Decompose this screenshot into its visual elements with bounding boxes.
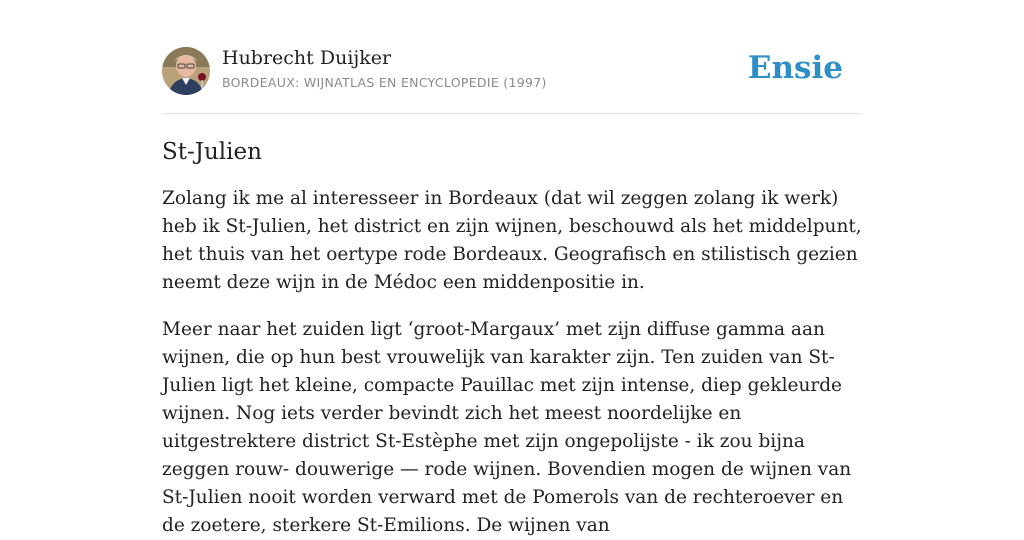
article-body bbox=[162, 185, 862, 540]
article-paragraph-2: Meer naar het zuiden ligt ‘groot-Margaux’ met zijn diffuse gamma aan wijnen, die op hun best vrouwelijk van karakter zijn. Ten zuiden van St-Julien ligt het kleine, compacte Pauillac met zijn intense, diep gekleurde wijnen. Nog iets verder bevindt zich het meest noordelijke en uitgestrektere district St-Estèphe met zijn ongepolijste - ik zou bijna zeggen rouw- douwerige — rode wijnen. Bovendien mogen de wijnen van St-Julien nooit worden verward met de Pomerols van de rechteroever en de zoetere, sterkere St-Emilions. De wijnen van bbox=[162, 319, 852, 536]
source-title[interactable]: BORDEAUX: WIJNATLAS EN ENCYCLOPEDIE (1997) bbox=[222, 75, 547, 90]
article-header bbox=[162, 46, 862, 114]
article-paragraph-1: Zolang ik me al interesseer in Bordeaux (dat wil zeggen zolang ik werk) heb ik St-Julien, het district en zijn wijnen, beschouwd als het middelpunt, het thuis van het oertype rode Bordeaux. Geografisch en stilistisch gezien neemt deze wijn in de Médoc een middenpositie in. bbox=[162, 188, 862, 293]
author-avatar[interactable] bbox=[162, 47, 210, 95]
article-title: St-Julien bbox=[162, 139, 262, 165]
author-photo-icon bbox=[162, 47, 210, 95]
author-name[interactable]: Hubrecht Duijker bbox=[222, 47, 392, 69]
ensie-logo[interactable]: Ensie bbox=[747, 50, 843, 86]
article-page bbox=[162, 0, 862, 540]
